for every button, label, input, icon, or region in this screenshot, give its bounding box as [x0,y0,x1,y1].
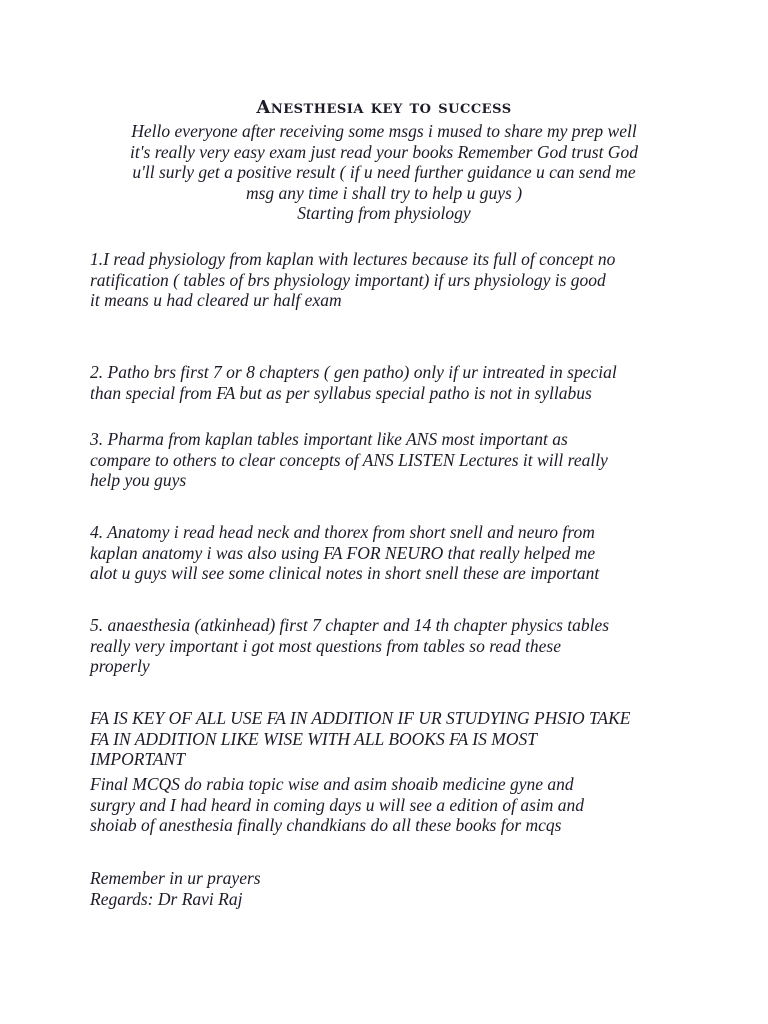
closing-signature [90,868,730,909]
intro-line: msg any time i shall try to help u guys ) [245,182,523,203]
closing-line: Remember in ur prayers [90,868,261,888]
paragraph-final-mcqs [90,774,730,836]
paragraph-line: shoiab of anesthesia finally chandkians do all these books for mcqs [90,815,562,835]
paragraph-line: 3. Pharma from kaplan tables important like ANS most important as [90,429,568,449]
intro-line: u'll surly get a positive result ( if u need further guidance u can send me [132,162,636,182]
paragraph-anatomy [90,522,730,584]
paragraph-line: 2. Patho brs first 7 or 8 chapters ( gen patho) only if ur intreated in special [90,362,617,382]
paragraph-line: surgry and I had heard in coming days u will see a edition of asim and [90,794,585,815]
paragraph-line: it means u had cleared ur half exam [90,290,342,310]
paragraph-physiology [90,249,730,311]
paragraph-pathology [90,362,730,403]
paragraph-line: kaplan anatomy i was also using FA FOR NEURO that really helped me [90,542,596,563]
paragraph-line: IMPORTANT [90,749,185,769]
paragraph-anaesthesia [90,615,730,677]
paragraph-line: Final MCQS do rabia topic wise and asim shoaib medicine gyne and [90,774,574,794]
paragraph-line: alot u guys will see some clinical notes in short snell these are important [90,563,600,583]
paragraph-fa-key [90,708,730,770]
intro-line: Starting from physiology [297,203,471,223]
paragraph-line: 5. anaesthesia (atkinhead) first 7 chapter and 14 th chapter physics tables [90,615,610,635]
paragraph-line: than special from FA but as per syllabus special patho is not in syllabus [90,382,592,403]
paragraph-line: ratification ( tables of brs physiology important) if urs physiology is good [90,269,606,290]
paragraph-line: 4. Anatomy i read head neck and thorex from short snell and neuro from [90,522,595,542]
intro-line: Hello everyone after receiving some msgs i mused to share my prep well [131,121,637,141]
paragraph-line: help you guys [90,470,187,490]
paragraph-line: FA IS KEY OF ALL USE FA IN ADDITION IF UR STUDYING PHSIO TAKE [90,708,631,728]
paragraph-pharmacology [90,429,730,491]
intro-paragraph [40,121,728,224]
intro-line: it's really very easy exam just read your books Remember God trust God [130,141,638,162]
paragraph-line: FA IN ADDITION LIKE WISE WITH ALL BOOKS FA IS MOST [90,728,537,749]
paragraph-line: compare to others to clear concepts of ANS LISTEN Lectures it will really [90,449,608,470]
paragraph-line: 1.I read physiology from kaplan with lectures because its full of concept no [90,249,616,269]
paragraph-line: properly [90,656,150,676]
paragraph-line: really very important i got most questions from tables so read these [90,635,561,656]
document-title: Anesthesia key to success [256,97,512,118]
signature-line: Regards: Dr Ravi Raj [90,888,243,909]
